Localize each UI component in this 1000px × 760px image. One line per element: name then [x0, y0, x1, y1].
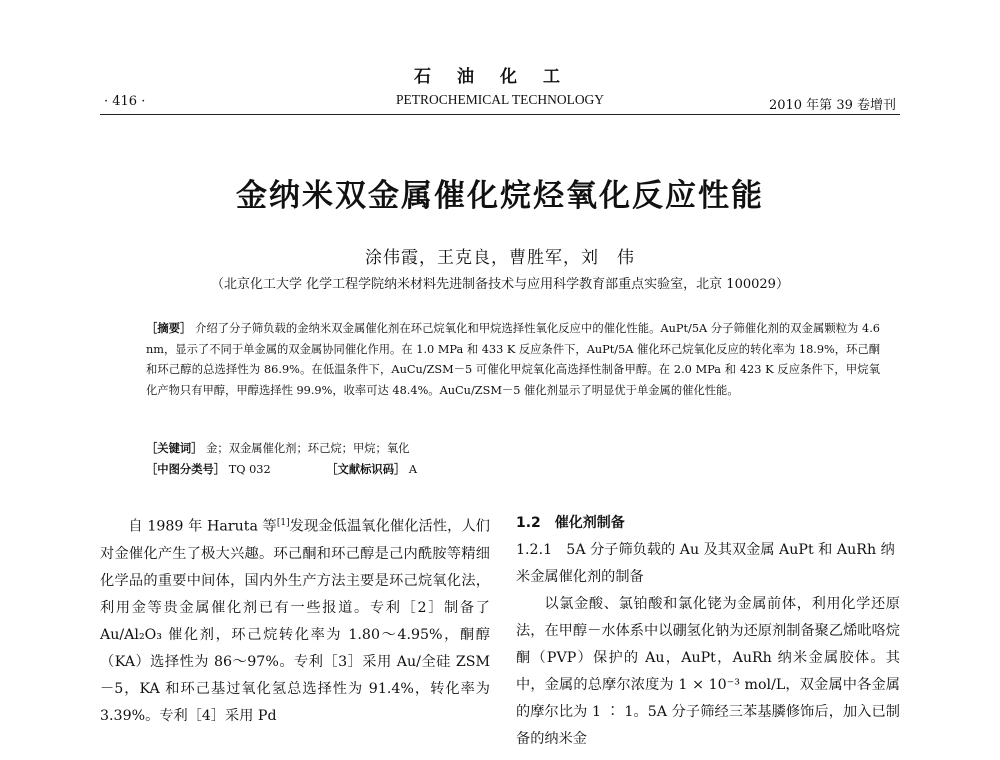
article-title: 金纳米双金属催化烷烃氧化反应性能: [236, 178, 764, 214]
abstract-text: 介绍了分子筛负载的金纳米双金属催化剂在环己烷氧化和甲烷选择性氧化反应中的催化性能。AuPt/5A 分子筛催化剂的双金属颗粒为 4.6 nm，显示了不同于单金属的双金属协同催化作用。在 1.0 MPa 和 433 K 反应条件下，AuPt/5A 催化环己烷氧化反应的转化率为 18.9%，环己酮和环己醇的总选择性为 86.9%。在低温条件下，AuCu/ZSM－5 可催化甲烷氧化高选择性制备甲醇。在 2.0 MPa 和 423 K 反应条件下，甲烷氧化产物只有甲醇，甲醇选择性 99.9%，收率可达 48.4%。AuCu/ZSM－5 催化剂显示了明显优于单金属的催化性能。: [146, 322, 880, 397]
journal-name-cn: 石油化工: [414, 67, 586, 87]
journal-name-en: PETROCHEMICAL TECHNOLOGY: [395, 92, 605, 107]
issue-info: 2010 年第 39 卷增刊: [768, 98, 896, 113]
clc-label: ［中图分类号］: [146, 462, 226, 476]
body-right-column: [516, 510, 900, 753]
abstract-label: ［摘要］: [146, 321, 192, 335]
method-paragraph: 以氯金酸、氯铂酸和氯化铑为金属前体，利用化学还原法，在甲醇－水体系中以硼氢化钠为还原剂制备聚乙烯吡咯烷酮（PVP）保护的 Au，AuPt，AuRh 纳米金属胶体。其中，金属的总摩尔浓度为 1 × 10⁻³ mol/L，双金属中各金属的摩尔比为 1 ∶ 1。5A 分子筛经三苯基膦修饰后，加入已制备的纳米金: [516, 596, 900, 747]
affiliation: （北京化工大学 化学工程学院纳米材料先进制备技术与应用科学教育部重点实验室，北京 100029）: [211, 277, 789, 292]
body-left-column: [100, 510, 490, 730]
doc-code-value: A: [408, 463, 418, 476]
intro-paragraph: 自 1989 年 Haruta 等[1]发现金低温氧化催化活性，人们对金催化产生了极大兴趣。环己酮和环己醇是己内酰胺等精细化学品的重要中间体，国内外生产方法主要是环己烷氧化法，利用金等贵金属催化剂已有一些报道。专利［2］制备了 Au/Al₂O₃ 催化剂，环己烷转化率为 1.80～4.95%，酮醇（KA）选择性为 86～97%。专利［3］采用 Au/全硅 ZSM－5，KA 和环己基过氧化氢总选择性为 91.4%，转化率为 3.39%。专利［4］采用 Pd: [100, 518, 490, 724]
section-heading: 1.2 催化剂制备: [516, 515, 625, 531]
citation-ref[interactable]: [1]: [276, 518, 290, 528]
subsection-heading: 1.2.1 5A 分子筛负载的 Au 及其双金属 AuPt 和 AuRh 纳米金属催化剂的制备: [516, 542, 895, 585]
keywords: [146, 440, 880, 456]
clc-value: TQ 032: [228, 463, 271, 476]
header-rule: [100, 114, 900, 115]
page-number: · 416 ·: [104, 94, 146, 109]
keywords-label: ［关键词］: [146, 441, 203, 455]
doc-code-label: ［文献标识码］: [326, 462, 406, 476]
author-list: 涂伟霞，王克良，曹胜军，刘 伟: [365, 248, 635, 268]
keywords-text: 金；双金属催化剂；环己烷；甲烷；氧化: [206, 442, 410, 455]
classification: [146, 461, 417, 477]
abstract: [146, 318, 880, 401]
